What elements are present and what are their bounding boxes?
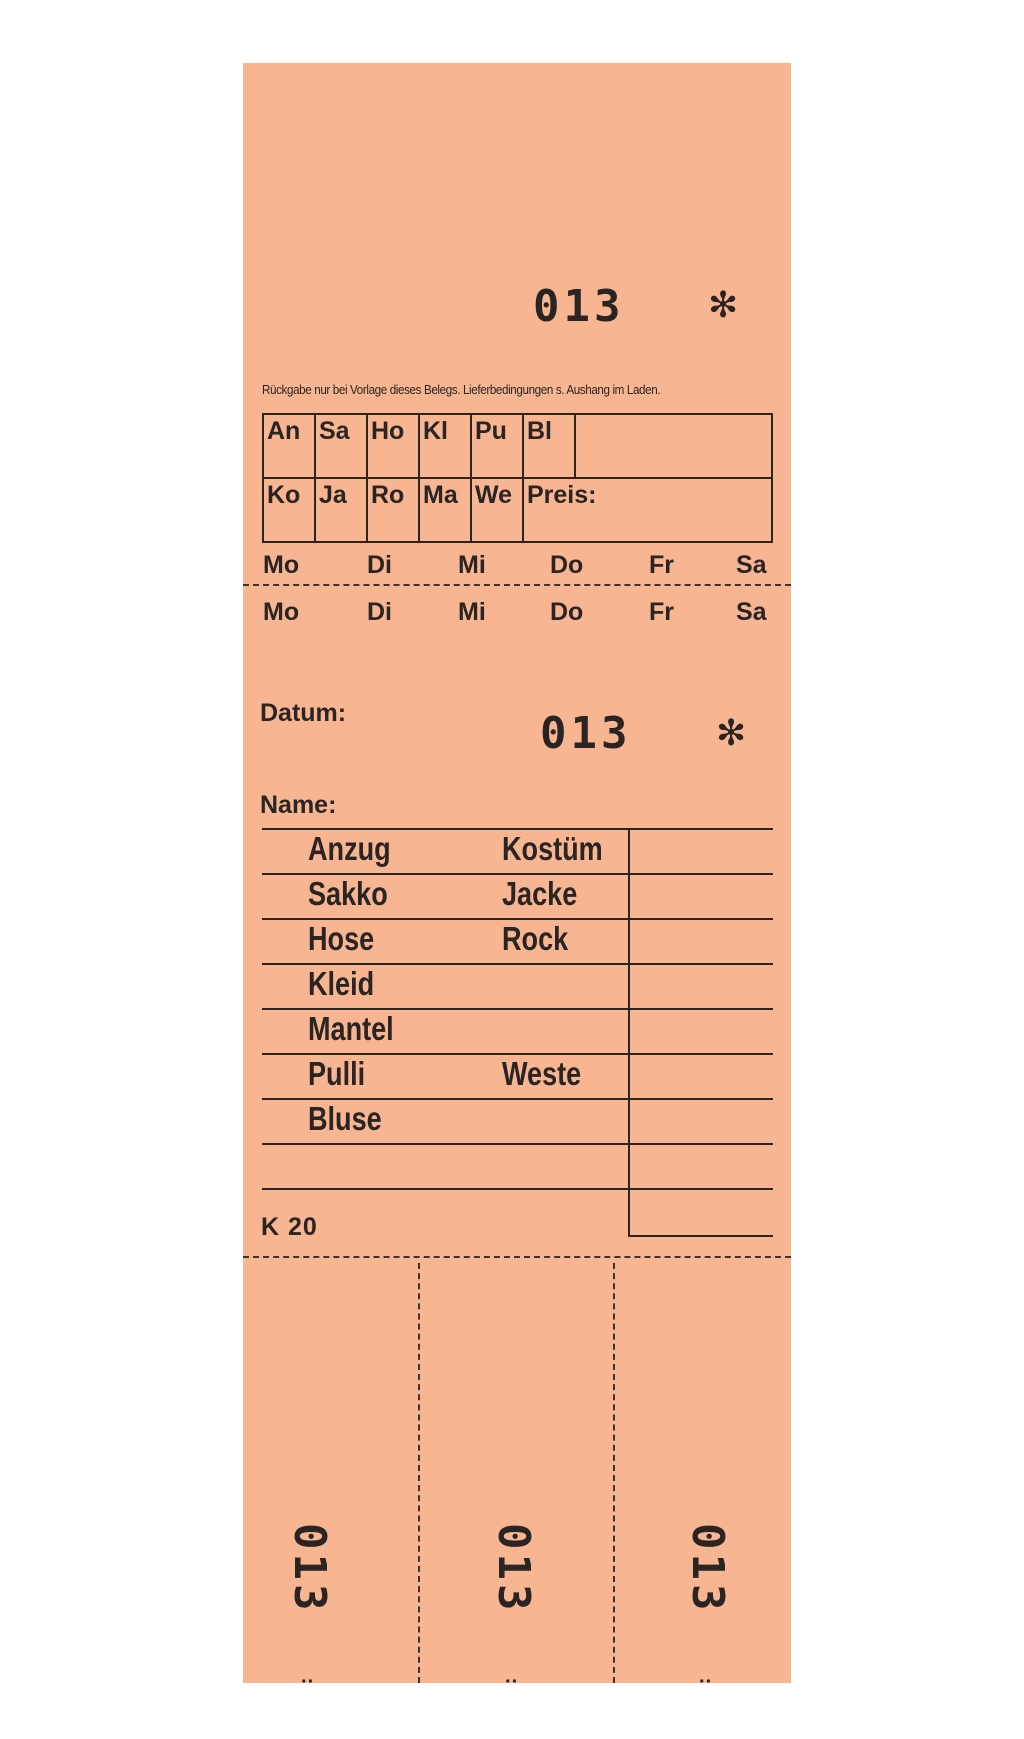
ticket-number-middle: 013: [540, 708, 632, 759]
grid-cell: Ma: [419, 478, 471, 542]
day-label: Sa: [736, 551, 767, 579]
grid-cell: Ro: [367, 478, 419, 542]
rule-line: [262, 1143, 773, 1145]
day-label: Di: [367, 598, 392, 626]
item-rock: Rock: [502, 920, 569, 957]
grid-cell: An: [263, 414, 315, 478]
grid-cell: Ho: [367, 414, 419, 478]
grid-cell: Ja: [315, 478, 367, 542]
grid-cell: Bl: [523, 414, 575, 478]
name-label: Name:: [260, 791, 337, 819]
laundry-ticket: [243, 63, 791, 1683]
stub-number: 013: [488, 1523, 539, 1615]
day-label: Sa: [736, 598, 767, 626]
item-mantel: Mantel: [308, 1010, 394, 1047]
day-label: Fr: [649, 598, 674, 626]
date-label: Datum:: [260, 699, 347, 727]
item-pulli: Pulli: [308, 1055, 366, 1092]
garment-code-grid: [262, 413, 773, 543]
item-kleid: Kleid: [308, 965, 375, 1002]
perforation-line: [418, 1263, 420, 1683]
stub-number: 013: [682, 1523, 733, 1615]
perforation-line: [613, 1263, 615, 1683]
asterisk-icon: ··: [301, 1671, 315, 1683]
stub-number: 013: [284, 1523, 335, 1615]
return-notice: Rückgabe nur bei Vorlage dieses Belegs. Lieferbedingungen s. Aushang im Laden.: [262, 383, 661, 397]
day-label: Fr: [649, 551, 674, 579]
item-sakko: Sakko: [308, 875, 388, 912]
rule-line: [628, 1235, 773, 1237]
item-kostuem: Kostüm: [502, 830, 603, 867]
grid-cell: Pu: [471, 414, 523, 478]
grid-cell: Sa: [315, 414, 367, 478]
item-hose: Hose: [308, 920, 375, 957]
day-label: Mo: [263, 551, 300, 579]
item-weste: Weste: [502, 1055, 582, 1092]
price-cell: Preis:: [523, 478, 772, 542]
grid-cell: We: [471, 478, 523, 542]
day-label: Di: [367, 551, 392, 579]
grid-cell: Ko: [263, 478, 315, 542]
asterisk-icon: ✻: [708, 285, 739, 326]
day-label: Do: [550, 598, 584, 626]
item-anzug: Anzug: [308, 830, 391, 867]
day-label: Mo: [263, 598, 300, 626]
item-bluse: Bluse: [308, 1100, 382, 1137]
day-label: Do: [550, 551, 584, 579]
form-code: K 20: [261, 1213, 318, 1241]
asterisk-icon: ··: [699, 1671, 713, 1683]
asterisk-icon: ··: [505, 1671, 519, 1683]
day-label: Mi: [458, 551, 486, 579]
day-label: Mi: [458, 598, 486, 626]
rule-line: [262, 1188, 773, 1190]
perforation-line: [243, 1256, 791, 1258]
item-jacke: Jacke: [502, 875, 578, 912]
ticket-number-top: 013: [533, 281, 625, 332]
grid-cell: Kl: [419, 414, 471, 478]
perforation-line: [243, 584, 791, 586]
asterisk-icon: ✻: [716, 713, 747, 754]
grid-cell: [575, 414, 772, 478]
column-divider: [628, 828, 630, 1235]
